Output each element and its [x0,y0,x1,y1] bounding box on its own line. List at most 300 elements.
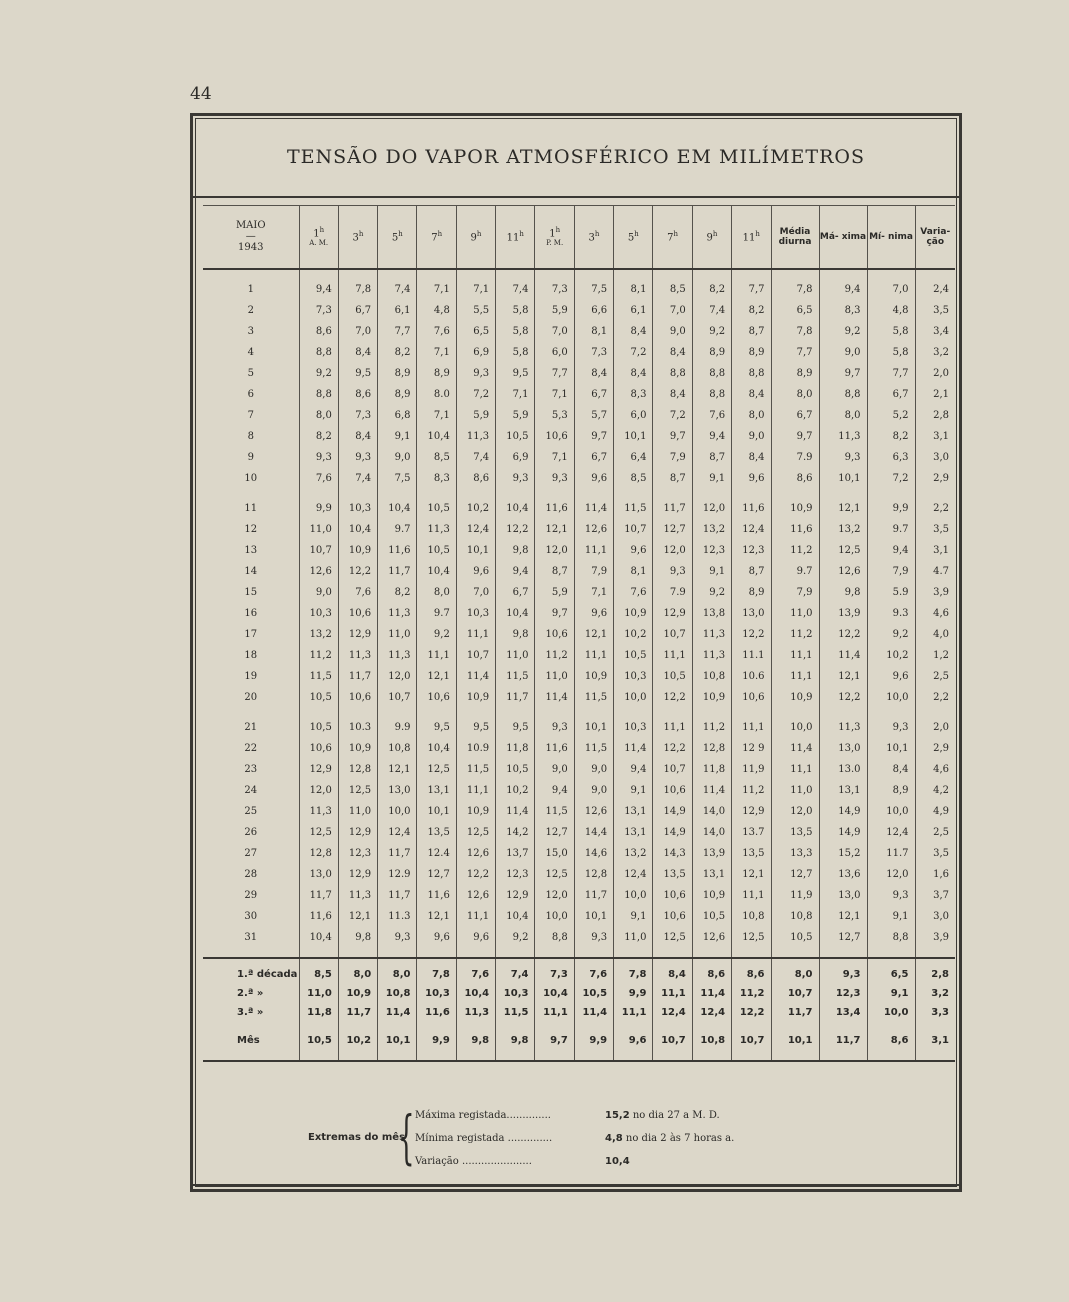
table-row [203,666,955,687]
spacer-cell [732,948,771,958]
value-cell: 12,9 [299,759,338,780]
value-cell: 9,3 [574,927,613,948]
value-cell: 13,0 [819,885,867,906]
value-cell: 5.9 [867,582,915,603]
value-cell: 8,7 [535,561,574,582]
spacer-cell [614,708,653,717]
value-cell: 9,0 [299,582,338,603]
value-cell: 9,5 [496,363,535,384]
row-label: 20 [244,692,258,703]
value-cell: 11,7 [338,666,377,687]
value-cell: 8,2 [692,279,731,300]
row-label: 1.ª década [237,969,298,980]
value-cell: 8,6 [456,468,495,489]
value-cell: 10,5 [692,906,731,927]
row-label: 3 [247,326,254,337]
table-frame [190,113,962,1192]
value-cell: 3,5 [915,843,955,864]
value-cell: 13,0 [819,738,867,759]
value-cell: 11,0 [299,984,338,1003]
value-cell: 7,7 [732,279,771,300]
extreme-min-value: 4,8 [605,1133,623,1144]
value-cell: 13,5 [653,864,692,885]
value-cell: 10,3 [614,717,653,738]
value-cell: 11,3 [338,885,377,906]
header-hour [496,206,535,270]
spacer-cell [614,948,653,958]
spacer-cell [771,489,819,498]
value-cell: 3,3 [915,1003,955,1022]
value-cell: 6,6 [574,300,613,321]
value-cell: 7,8 [417,965,456,984]
value-cell: 12,6 [574,801,613,822]
value-cell: 10,9 [338,738,377,759]
row-label: 7 [247,410,254,421]
table-row [203,405,955,426]
value-cell: 13,1 [614,822,653,843]
value-cell: 12,8 [692,738,731,759]
hour-number: 5 [627,232,635,244]
row-label: 23 [244,764,258,775]
value-cell: 11,1 [771,645,819,666]
spacer-cell [203,708,299,717]
value-cell: 10.3 [338,717,377,738]
value-cell: 13,0 [378,780,417,801]
value-cell: 9,2 [299,363,338,384]
value-cell: 9,4 [614,759,653,780]
value-cell: 12,5 [338,780,377,801]
value-cell: 9,6 [456,927,495,948]
value-cell: 7,6 [456,965,495,984]
row-label: 15 [244,587,258,598]
value-cell: 5,2 [867,405,915,426]
value-cell: 11,7 [378,561,417,582]
value-cell: 13,2 [614,843,653,864]
value-cell: 14,6 [574,843,613,864]
value-cell: 7,3 [535,965,574,984]
table-row [203,519,955,540]
value-cell: 9,3 [819,965,867,984]
value-cell: 8,3 [819,300,867,321]
value-cell: 11,2 [732,984,771,1003]
value-cell: 8,6 [867,1031,915,1050]
value-cell: 9,2 [867,624,915,645]
value-cell: 8,4 [338,342,377,363]
value-cell: 10,5 [299,717,338,738]
row-label: 11 [244,503,258,514]
value-cell: 10,4 [535,984,574,1003]
value-cell: 9.7 [417,603,456,624]
spacer-cell [653,1022,692,1031]
spacer-cell [771,948,819,958]
value-cell: 7,8 [338,279,377,300]
value-cell: 12,7 [653,519,692,540]
value-cell: 9,6 [456,561,495,582]
row-label: 1 [247,284,254,295]
hour-number: 3 [588,232,595,244]
value-cell: 11,3 [378,603,417,624]
value-cell: 8,6 [692,965,731,984]
spacer-cell [692,708,731,717]
value-cell: 10,7 [653,624,692,645]
value-cell: 13,9 [692,843,731,864]
value-cell: 7,4 [496,965,535,984]
value-cell: 11,8 [299,1003,338,1022]
value-cell: 12,9 [653,603,692,624]
value-cell: 5,8 [867,321,915,342]
value-cell: 8,5 [299,965,338,984]
value-cell: 10,5 [496,759,535,780]
value-cell: 4.7 [915,561,955,582]
value-cell: 10,0 [535,906,574,927]
hour-suffix: h [673,230,679,239]
value-cell: 12,7 [819,927,867,948]
value-cell: 12,2 [456,864,495,885]
value-cell: 10,1 [417,801,456,822]
value-cell: 11,2 [732,780,771,801]
value-cell: 4,6 [915,759,955,780]
value-cell: 6,5 [456,321,495,342]
header-hour [692,206,731,270]
hour-suffix: h [358,230,364,239]
value-cell: 5,7 [574,405,613,426]
value-cell: 6,7 [496,582,535,603]
value-cell: 9,7 [574,426,613,447]
value-cell: 12,2 [338,561,377,582]
spacer-row [203,1022,955,1031]
value-cell: 10,9 [338,540,377,561]
hour-suffix: h [519,230,524,239]
spacer-cell [203,958,299,965]
value-cell: 11,2 [535,645,574,666]
spacer-cell [338,1022,377,1031]
value-cell: 10,0 [867,687,915,708]
value-cell: 7,0 [338,321,377,342]
value-cell: 12,4 [653,1003,692,1022]
value-cell: 9,0 [574,780,613,801]
value-cell: 9,9 [299,498,338,519]
table-row [203,687,955,708]
value-cell: 11,8 [692,759,731,780]
spacer-cell [819,948,867,958]
value-cell: 9,9 [417,1031,456,1050]
value-cell: 11,9 [732,759,771,780]
spacer-cell [203,948,299,958]
value-cell: 2,8 [915,405,955,426]
value-cell: 9,0 [378,447,417,468]
value-cell: 12,8 [299,843,338,864]
value-cell: 10,9 [456,801,495,822]
row-label: 14 [244,566,258,577]
value-cell: 2,0 [915,363,955,384]
spacer-cell [692,948,731,958]
value-cell: 7,4 [456,447,495,468]
value-cell: 10,6 [338,603,377,624]
value-cell: 10,6 [535,426,574,447]
value-cell: 9,8 [496,540,535,561]
value-cell: 7,0 [653,300,692,321]
spacer-cell [819,958,867,965]
value-cell: 12,8 [574,864,613,885]
spacer-cell [378,1050,417,1061]
extremes-label: Extremas do mês [308,1132,406,1143]
value-cell: 7,8 [771,321,819,342]
value-cell: 11,9 [771,885,819,906]
value-cell: 6,1 [614,300,653,321]
brace-icon: { [398,1103,415,1171]
row-label: 17 [244,629,258,640]
row-label: 8 [247,431,254,442]
value-cell: 4,9 [915,801,955,822]
value-cell: 3,2 [915,984,955,1003]
value-cell: 12,4 [732,519,771,540]
value-cell: 9,4 [496,561,535,582]
value-cell: 12,0 [535,540,574,561]
row-label: 28 [244,869,258,880]
value-cell: 14,9 [819,822,867,843]
value-cell: 12,5 [732,927,771,948]
value-cell: 5,9 [456,405,495,426]
spacer-cell [378,708,417,717]
value-cell: 11,7 [299,885,338,906]
value-cell: 3,1 [915,426,955,447]
value-cell: 11,5 [574,738,613,759]
value-cell: 12,2 [819,624,867,645]
value-cell: 13,5 [771,822,819,843]
value-cell: 1,6 [915,864,955,885]
value-cell: 11,0 [338,801,377,822]
value-cell: 12,3 [732,540,771,561]
value-cell: 11,4 [574,498,613,519]
value-cell: 12,9 [338,822,377,843]
table-row [203,822,955,843]
value-cell: 11,1 [456,780,495,801]
value-cell: 7,6 [614,582,653,603]
hour-suffix: h [437,230,443,239]
period-label: P. M. [546,239,564,248]
value-cell: 12,1 [417,666,456,687]
value-cell: 9,3 [378,927,417,948]
spacer-cell [496,958,535,965]
value-cell: 12,4 [378,822,417,843]
value-cell: 10,4 [496,906,535,927]
value-cell: 11.3 [378,906,417,927]
value-cell: 12,4 [614,864,653,885]
value-cell: 10,9 [771,687,819,708]
value-cell: 11,3 [417,519,456,540]
value-cell: 2,4 [915,279,955,300]
value-cell: 3,5 [915,300,955,321]
extremes-section [193,1098,959,1178]
value-cell: 12,3 [692,540,731,561]
value-cell: 12,5 [819,540,867,561]
value-cell: 11,3 [692,645,731,666]
header-month [203,206,299,270]
spacer-cell [915,1022,955,1031]
value-cell: 8,1 [574,321,613,342]
spacer-cell [378,1022,417,1031]
value-cell: 11,4 [496,801,535,822]
value-cell: 9,4 [867,540,915,561]
value-cell: 10,8 [378,738,417,759]
value-cell: 10,2 [496,780,535,801]
spacer-row [203,948,955,958]
value-cell: 13.0 [819,759,867,780]
value-cell: 12,5 [456,822,495,843]
value-cell: 10,0 [771,717,819,738]
value-cell: 13,6 [819,864,867,885]
value-cell: 12,1 [819,666,867,687]
value-cell: 11,7 [819,1031,867,1050]
value-cell: 7,6 [417,321,456,342]
spacer-cell [496,708,535,717]
value-cell: 3,4 [915,321,955,342]
value-cell: 12,9 [338,864,377,885]
value-cell: 10,4 [378,498,417,519]
value-cell: 7,5 [378,468,417,489]
value-cell: 8,8 [732,363,771,384]
value-cell: 10,4 [417,426,456,447]
value-cell: 9.7 [771,561,819,582]
value-cell: 9,5 [338,363,377,384]
value-cell: 10,9 [692,885,731,906]
value-cell: 3,0 [915,906,955,927]
value-cell: 8,4 [732,384,771,405]
value-cell: 6,3 [867,447,915,468]
spacer-cell [338,269,377,279]
value-cell: 9,9 [574,1031,613,1050]
spacer-cell [496,1022,535,1031]
spacer-cell [535,708,574,717]
value-cell: 8,0 [338,965,377,984]
value-cell: 5,8 [496,321,535,342]
value-cell: 9,6 [614,1031,653,1050]
value-cell: 10,0 [614,687,653,708]
value-cell: 10,5 [417,498,456,519]
value-cell: 12,0 [299,780,338,801]
value-cell: 4,6 [915,603,955,624]
table-row [203,447,955,468]
hour-suffix: h [476,230,482,239]
value-cell: 12,1 [732,864,771,885]
value-cell: 9.7 [378,519,417,540]
extreme-variation [415,1156,775,1176]
value-cell: 11,1 [771,666,819,687]
value-cell: 13,5 [732,843,771,864]
value-cell: 9,8 [496,624,535,645]
value-cell: 7,5 [574,279,613,300]
spacer-cell [771,1022,819,1031]
value-cell: 11,1 [732,885,771,906]
extreme-max-value: 15,2 [605,1110,630,1121]
value-cell: 11,1 [574,645,613,666]
value-cell: 10,7 [378,687,417,708]
value-cell: 6,7 [771,405,819,426]
value-cell: 7,6 [299,468,338,489]
spacer-cell [915,958,955,965]
row-label: 4 [247,347,254,358]
value-cell: 10,9 [456,687,495,708]
value-cell: 15,2 [819,843,867,864]
value-cell: 3,1 [915,540,955,561]
value-cell: 11,1 [771,759,819,780]
hour-suffix: h [555,225,561,234]
value-cell: 9,0 [535,759,574,780]
hour-suffix: h [594,230,600,239]
row-label: 25 [244,806,258,817]
value-cell: 11,4 [378,1003,417,1022]
spacer-cell [574,1050,613,1061]
header-hour [574,206,613,270]
row-label: 26 [244,827,258,838]
value-cell: 6,1 [378,300,417,321]
value-cell: 11,4 [771,738,819,759]
value-cell: 8,5 [653,279,692,300]
table-row [203,645,955,666]
value-cell: 9,0 [574,759,613,780]
value-cell: 10,0 [867,801,915,822]
table-row [203,384,955,405]
value-cell: 3,0 [915,447,955,468]
value-cell: 10,8 [378,984,417,1003]
value-cell: 2,0 [915,717,955,738]
row-label: 27 [244,848,258,859]
value-cell: 12,4 [867,822,915,843]
value-cell: 9,8 [496,1031,535,1050]
value-cell: 10,7 [771,984,819,1003]
value-cell: 14,9 [653,801,692,822]
value-cell: 9.9 [378,717,417,738]
value-cell: 7,3 [338,405,377,426]
spacer-cell [653,948,692,958]
value-cell: 9,1 [378,426,417,447]
value-cell: 8,4 [574,363,613,384]
value-cell: 8,7 [732,321,771,342]
value-cell: 10,1 [867,738,915,759]
value-cell: 11,1 [653,984,692,1003]
table-row [203,468,955,489]
value-cell: 11,7 [771,1003,819,1022]
value-cell: 12,7 [771,864,819,885]
value-cell: 13,9 [819,603,867,624]
value-cell: 10,9 [338,984,377,1003]
value-cell: 2,2 [915,498,955,519]
value-cell: 7,0 [867,279,915,300]
value-cell: 10,1 [574,717,613,738]
spacer-cell [867,958,915,965]
value-cell: 10,6 [417,687,456,708]
value-cell: 11,3 [456,426,495,447]
period-label: A. M. [309,239,329,248]
value-cell: 10,1 [456,540,495,561]
year-label: 1943 [238,242,264,253]
value-cell: 10,5 [417,540,456,561]
spacer-cell [535,489,574,498]
value-cell: 7,3 [299,300,338,321]
value-cell: 11,6 [535,498,574,519]
spacer-cell [456,269,495,279]
value-cell: 10,3 [456,603,495,624]
value-cell: 7,7 [535,363,574,384]
value-cell: 10,7 [299,540,338,561]
spacer-cell [203,1050,299,1061]
table-row [203,759,955,780]
row-label: 19 [244,671,258,682]
spacer-cell [819,269,867,279]
value-cell: 7,9 [653,447,692,468]
value-cell: 9,2 [819,321,867,342]
header-stat: Má- xima [819,206,867,270]
